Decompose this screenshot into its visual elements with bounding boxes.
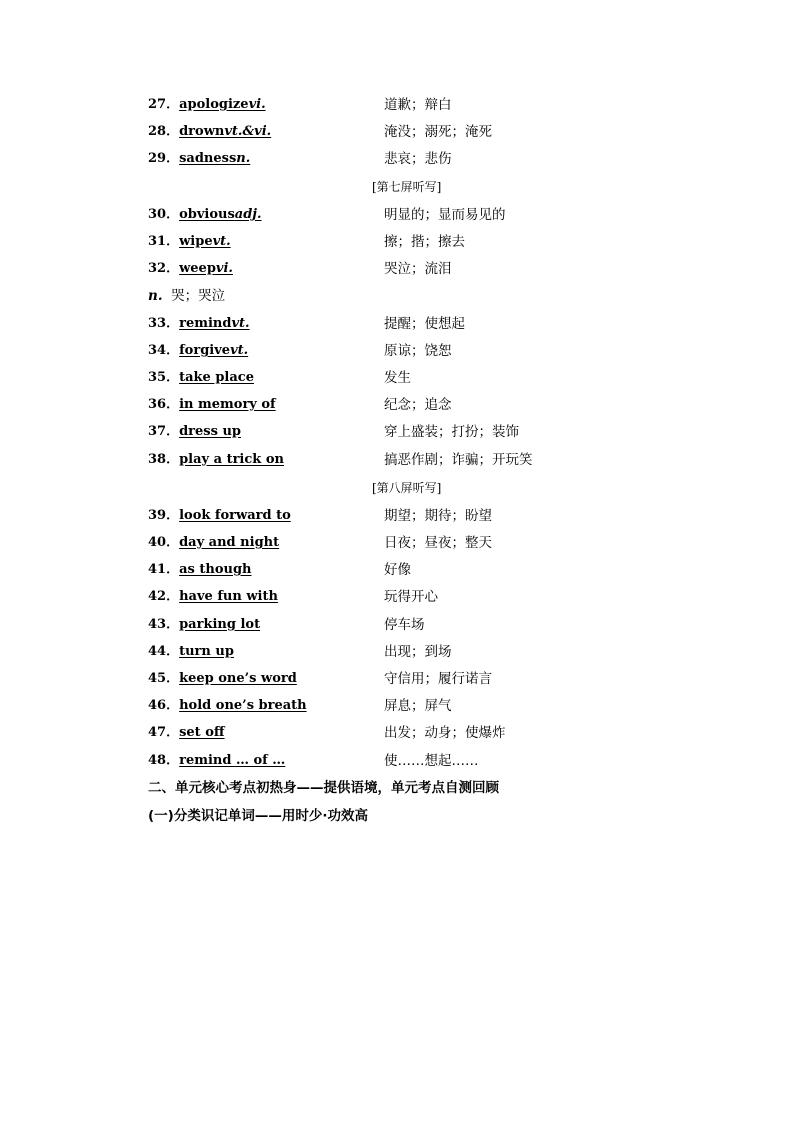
entry-number: 43． [148,617,180,632]
noun-pos: n. [148,288,163,304]
entry-meaning: 出现；到场 [384,644,452,660]
vocab-entry-34 [148,341,748,361]
subsection-heading: (一)分类识记单词——用时少·功效高 [148,808,368,824]
entry-meaning: 纪念；追念 [384,397,452,413]
entry-pos: vt. [230,343,249,358]
weep-noun-line [148,286,225,306]
entry-number: 29． [148,151,180,166]
entry-word: weep [179,261,216,276]
entry-meaning: 悲哀；悲伤 [384,151,452,167]
entry-pos: vt. [212,234,231,249]
entry-pos: n. [236,151,251,166]
vocab-entry-38 [148,450,748,470]
entry-word: dress up [179,424,242,439]
entry-word: have fun with [179,589,278,604]
entry-meaning: 明显的；显而易见的 [384,207,506,223]
entry-word: keep one’s word [179,671,297,686]
entry-word: take place [179,370,254,385]
entry-meaning: 停车场 [384,617,425,633]
entry-meaning: 期望；期待；盼望 [384,508,492,524]
entry-number: 38． [148,452,180,467]
entry-word: apologize [179,97,249,112]
entry-meaning: 使……想起…… [384,753,479,769]
entry-meaning: 玩得开心 [384,589,438,605]
entry-number: 47． [148,725,180,740]
entry-number: 31． [148,234,180,249]
entry-number: 34． [148,343,180,358]
entry-word: remind … of … [179,753,286,768]
section-heading-2: 二、单元核心考点初热身——提供语境，单元考点自测回顾 [148,780,499,796]
vocab-entry-33 [148,314,748,334]
entry-pos: vt.&vi. [224,124,272,139]
entry-number: 32． [148,261,180,276]
entry-number: 46． [148,698,180,713]
entry-meaning: 穿上盛装；打扮；装饰 [384,424,519,440]
entry-pos: adj. [234,207,262,222]
vocab-entry-37 [148,422,748,442]
entry-pos: vi. [248,97,266,112]
entry-meaning: 屏息；屏气 [384,698,452,714]
entry-meaning: 守信用；履行诺言 [384,671,492,687]
entry-pos: vi. [215,261,233,276]
vocab-entry-43 [148,615,748,635]
vocab-entry-27 [148,95,748,115]
vocab-entry-48 [148,751,748,771]
entry-meaning: 擦；揩；擦去 [384,234,465,250]
entry-meaning: 提醒；使想起 [384,316,465,332]
vocab-entry-30 [148,205,748,225]
entry-word: wipe [179,234,213,249]
vocab-entry-41 [148,560,748,580]
vocab-entry-46 [148,696,748,716]
vocab-entry-35 [148,368,748,388]
section-header-8: [第八屏听写] [372,481,442,495]
entry-meaning: 淹没；溺死；淹死 [384,124,492,140]
entry-number: 27． [148,97,180,112]
entry-word: look forward to [179,508,291,523]
entry-number: 35． [148,370,180,385]
entry-word: set off [179,725,225,740]
entry-meaning: 原谅；饶恕 [384,343,452,359]
entry-word: as though [179,562,252,577]
vocab-entry-44 [148,642,748,662]
entry-word: hold one’s breath [179,698,307,713]
noun-meaning: 哭；哭泣 [171,288,226,304]
entry-meaning: 好像 [384,562,411,578]
vocab-entry-31 [148,232,748,252]
entry-word: day and night [179,535,280,550]
entry-number: 45． [148,671,180,686]
entry-word: sadness [179,151,237,166]
entry-meaning: 出发；动身；使爆炸 [384,725,506,741]
section-header-7: [第七屏听写] [372,180,442,194]
entry-meaning: 日夜；昼夜；整天 [384,535,492,551]
vocab-entry-40 [148,533,748,553]
entry-number: 36． [148,397,180,412]
entry-meaning: 发生 [384,370,411,386]
vocab-entry-29 [148,149,748,169]
entry-pos: vt. [231,316,250,331]
entry-number: 30． [148,207,180,222]
entry-word: in memory of [179,397,276,412]
vocab-entry-45 [148,669,748,689]
entry-number: 42． [148,589,180,604]
entry-word: turn up [179,644,234,659]
entry-word: remind [179,316,232,331]
entry-word: obvious [179,207,235,222]
entry-number: 44． [148,644,180,659]
entry-meaning: 哭泣；流泪 [384,261,452,277]
vocab-entry-39 [148,506,748,526]
entry-number: 37． [148,424,180,439]
entry-word: parking lot [179,617,261,632]
entry-number: 28． [148,124,180,139]
entry-number: 39． [148,508,180,523]
entry-number: 41． [148,562,180,577]
vocab-entry-28 [148,122,748,142]
vocab-entry-32 [148,259,748,279]
entry-word: drown [179,124,225,139]
entry-meaning: 搞恶作剧；诈骗；开玩笑 [384,452,533,468]
vocab-entry-42 [148,587,748,607]
entry-number: 48． [148,753,180,768]
vocab-entry-36 [148,395,748,415]
entry-word: forgive [179,343,231,358]
entry-number: 33． [148,316,180,331]
entry-meaning: 道歉；辩白 [384,97,452,113]
vocab-entry-47 [148,723,748,743]
entry-number: 40． [148,535,180,550]
entry-word: play a trick on [179,452,284,467]
